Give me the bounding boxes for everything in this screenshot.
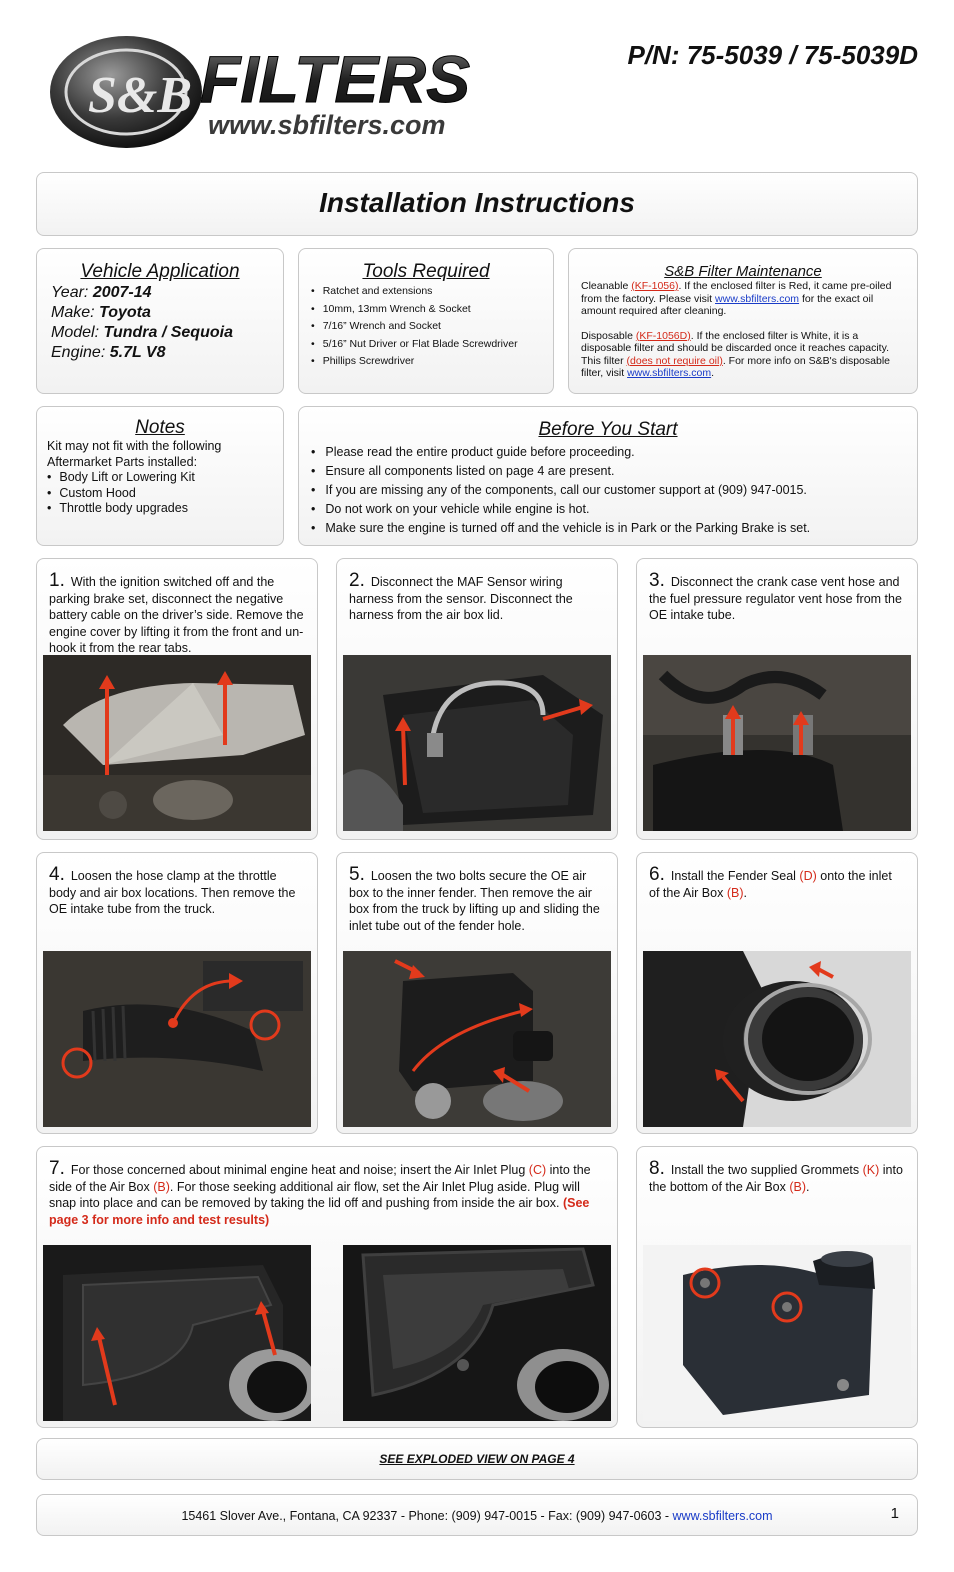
list-item: • Make sure the engine is turned off and the vehicle is in Park or the Parking Brake is set. [311, 519, 917, 538]
list-item: • Body Lift or Lowering Kit [47, 470, 283, 486]
before-you-start-panel [298, 406, 918, 546]
list-item: • If you are missing any of the components, call our customer support at (909) 947-0015. [311, 481, 917, 500]
notes-list [47, 470, 283, 517]
sbfilters-link[interactable]: www.sbfilters.com [627, 367, 712, 379]
vehicle-engine: Engine: 5.7L V8 [51, 344, 166, 361]
step-2-text: 2. Disconnect the MAF Sensor wiring harness from the sensor. Disconnect the harness from the air box lid. [349, 570, 573, 622]
list-item: • 5/16” Nut Driver or Flat Blade Screwdriver [311, 336, 553, 354]
logo-badge-text: S&B [88, 67, 193, 124]
notes-intro: Kit may not fit with the following Aftermarket Parts installed: [47, 439, 222, 469]
vehicle-heading: Vehicle Application [80, 261, 240, 282]
vehicle-application-panel [36, 248, 284, 394]
step-5-text: 5. Loosen the two bolts secure the OE air box to the inner fender. Then remove the air box from the truck by lifting up and sliding the inlet tube out of the fender hole. [349, 864, 600, 933]
logo-url-text: www.sbfilters.com [208, 110, 446, 140]
step-7-text: 7. For those concerned about minimal engine heat and noise; insert the Air Inlet Plug (C) into the side of the Air Box (B). For those seeking additional air flow, set the Air Inlet Plug aside. Plug will snap into place and can be removed by taking the lid off and pushing from inside the air box. (See page 3 for more info and test results) [49, 1158, 591, 1227]
step-7-photo-left [43, 1245, 311, 1421]
list-item: • Ratchet and extensions [311, 283, 553, 301]
step-7-panel [36, 1146, 618, 1428]
step-2-photo [343, 655, 611, 831]
step-7-photo-right [343, 1245, 611, 1421]
footer-website-link[interactable]: www.sbfilters.com [672, 1509, 773, 1523]
list-item: • Phillips Screwdriver [311, 353, 553, 371]
footer-address: 15461 Slover Ave., Fontana, CA 92337 - Phone: (909) 947-0015 - Fax: (909) 947-0603 - www.sbfilters.com [181, 1509, 773, 1523]
step-3-photo [643, 655, 911, 831]
exploded-view-note: SEE EXPLODED VIEW ON PAGE 4 [379, 1452, 575, 1466]
step-1-photo [43, 655, 311, 831]
see-page-3-note: (See page 3 for more info and test results) [49, 1196, 590, 1227]
page-title: Installation Instructions [319, 187, 635, 218]
step-6-photo [643, 951, 911, 1127]
maintenance-heading: S&B Filter Maintenance [664, 263, 822, 280]
filter-maintenance-panel [568, 248, 918, 394]
step-4-photo [43, 951, 311, 1127]
vehicle-make: Make: Toyota [51, 304, 151, 321]
notes-heading: Notes [135, 417, 185, 438]
tools-list [311, 283, 553, 371]
step-8-text: 8. Install the two supplied Grommets (K) into the bottom of the Air Box (B). [649, 1158, 903, 1194]
vehicle-model: Model: Tundra / Sequoia [51, 324, 233, 341]
page-number: 1 [890, 1505, 899, 1522]
list-item: • Do not work on your vehicle while engine is hot. [311, 500, 917, 519]
step-5-panel [336, 852, 618, 1134]
notes-panel [36, 406, 284, 546]
step-8-panel [636, 1146, 918, 1428]
step-4-text: 4. Loosen the hose clamp at the throttle body and air box locations. Then remove the OE intake tube from the truck. [49, 864, 296, 916]
maintenance-cleanable: Cleanable (KF-1056). If the enclosed filter is Red, it came pre-oiled from the factory. Please visit www.sbfilters.com for the exact oil amount required after cleaning. [581, 280, 892, 317]
list-item: • Throttle body upgrades [47, 501, 283, 517]
vehicle-year: Year: 2007-14 [51, 284, 152, 301]
tools-required-panel [298, 248, 554, 394]
list-item: • Custom Hood [47, 486, 283, 502]
step-3-text: 3. Disconnect the crank case vent hose and the fuel pressure regulator vent hose from the OE intake tube. [649, 570, 902, 622]
step-6-panel [636, 852, 918, 1134]
sbfilters-link[interactable]: www.sbfilters.com [715, 292, 800, 305]
title-panel [36, 172, 918, 236]
step-3-panel [636, 558, 918, 840]
step-6-text: 6. Install the Fender Seal (D) onto the inlet of the Air Box (B). [649, 864, 892, 900]
footer-panel [36, 1494, 918, 1536]
step-5-photo [343, 951, 611, 1127]
step-2-panel [336, 558, 618, 840]
logo-brand-text: FILTERS [200, 42, 471, 116]
exploded-view-panel [36, 1438, 918, 1480]
before-heading: Before You Start [538, 419, 678, 440]
step-4-panel [36, 852, 318, 1134]
list-item: • 7/16” Wrench and Socket [311, 318, 553, 336]
maintenance-disposable: Disposable (KF-1056D). If the enclosed filter is White, it is a disposable filter and should be discarded once it reaches capacity. This filter (does not require oil). For more info on S&B's disposable filter, visit www.sbfilters.com. [581, 329, 890, 379]
list-item: • 10mm, 13mm Wrench & Socket [311, 301, 553, 319]
step-1-panel [36, 558, 318, 840]
step-8-photo [643, 1245, 911, 1421]
part-number: P/N: 75-5039 / 75-5039D [627, 40, 918, 70]
list-item: • Please read the entire product guide before proceeding. [311, 443, 917, 462]
sb-filters-logo [48, 30, 528, 160]
tools-heading: Tools Required [362, 261, 490, 282]
before-list [311, 443, 917, 538]
list-item: • Ensure all components listed on page 4 are present. [311, 462, 917, 481]
step-1-text: 1. With the ignition switched off and the parking brake set, disconnect the negative battery cable on the driver’s side. Remove the engine cover by lifting it from the front and un-hook it from the rear tabs. [49, 570, 304, 655]
